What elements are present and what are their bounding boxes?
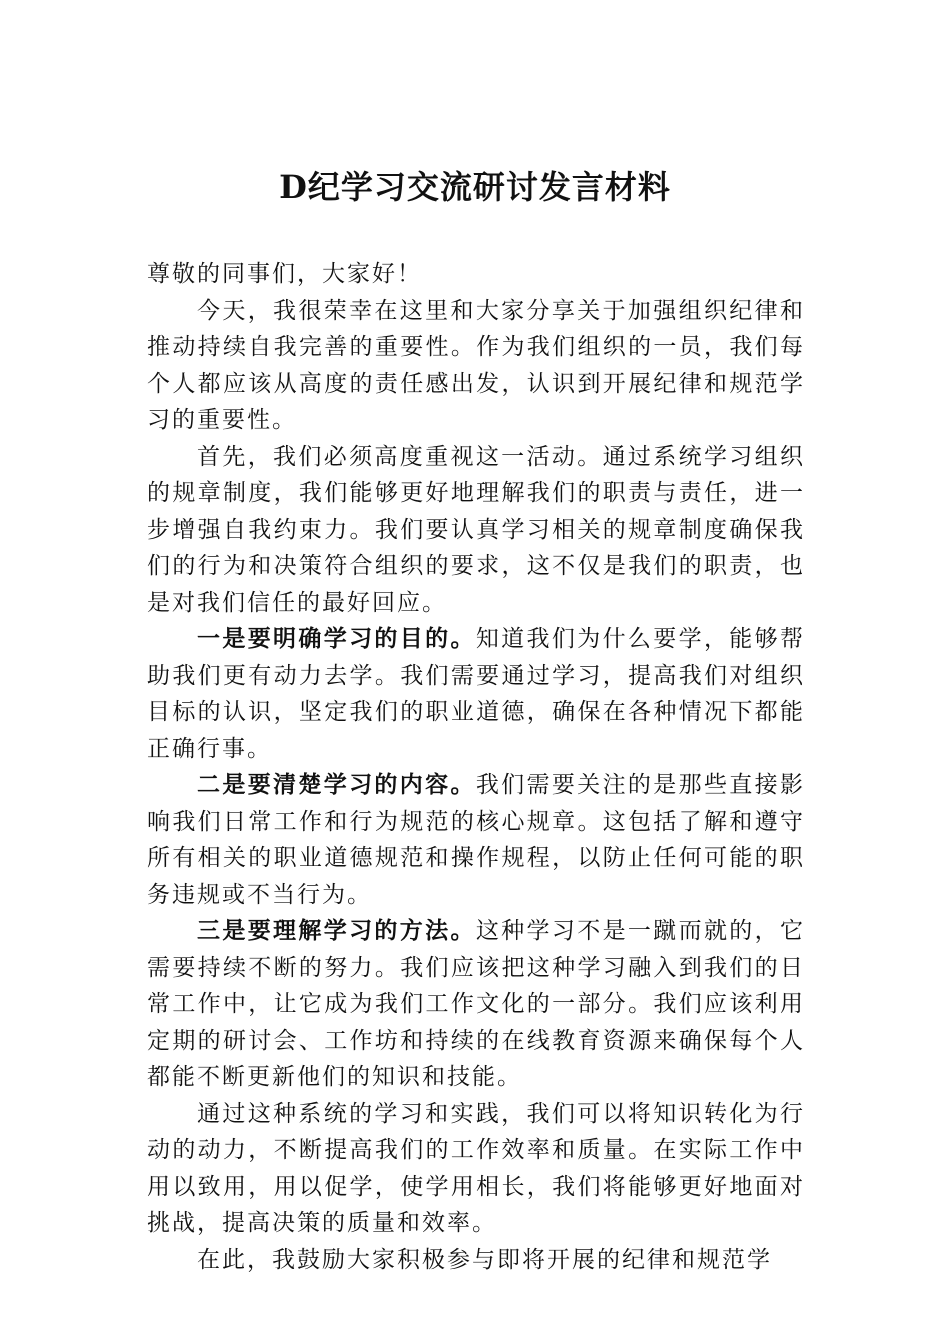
paragraph-practice	[147, 1096, 805, 1242]
paragraph-intro	[147, 293, 805, 439]
paragraph-text: 今天，我很荣幸在这里和大家分享关于加强组织纪律和推动持续自我完善的重要性。作为我们组织的一员，我们每个人都应该从高度的责任感出发，认识到开展纪律和规范学习的重要性。	[147, 297, 805, 433]
paragraph-point-two	[147, 767, 805, 913]
paragraph-point-three	[147, 913, 805, 1096]
greeting-line: 尊敬的同事们，大家好！	[147, 261, 422, 287]
paragraph-text: 首先，我们必须高度重视这一活动。通过系统学习组织的规章制度，我们能够更好地理解我们的职责与责任，进一步增强自我约束力。我们要认真学习相关的规章制度确保我们的行为和决策符合组织的要求，这不仅是我们的职责，也是对我们信任的最好回应。	[147, 443, 805, 616]
document-title: D纪学习交流研讨发言材料	[279, 168, 671, 206]
paragraph-text: 知道我们为什么要学，能够帮助我们更有动力去学。我们需要通过学习，提高我们对组织目标的认识，坚定我们的职业道德，确保在各种情况下都能正确行事。	[147, 626, 806, 762]
paragraph-text: 这种学习不是一蹴而就的，它需要持续不断的努力。我们应该把这种学习融入到我们的日常工作中，让它成为我们工作文化的一部分。我们应该利用定期的研讨会、工作坊和持续的在线教育资源来确保每个人都能不断更新他们的知识和技能。	[147, 918, 806, 1090]
paragraph-lead: 三是要理解学习的方法。	[197, 917, 476, 944]
paragraph-lead: 二是要清楚学习的内容。	[197, 771, 476, 798]
paragraph-closing	[147, 1242, 805, 1279]
paragraph-lead: 一是要明确学习的目的。	[197, 625, 476, 652]
paragraph-first	[147, 439, 805, 622]
document-body	[147, 256, 805, 1278]
paragraph-text: 我们需要关注的是那些直接影响我们日常工作和行为规范的核心规章。这包括了解和遵守所有相关的职业道德规范和操作规程，以防止任何可能的职务违规或不当行为。	[147, 772, 806, 908]
paragraph-text: 通过这种系统的学习和实践，我们可以将知识转化为行动的动力，不断提高我们的工作效率和质量。在实际工作中用以致用，用以促学，使学用相长，我们将能够更好地面对挑战，提高决策的质量和效率。	[147, 1100, 805, 1236]
paragraph-text: 在此，我鼓励大家积极参与即将开展的纪律和规范学	[197, 1246, 772, 1273]
paragraph-point-one	[147, 621, 805, 767]
